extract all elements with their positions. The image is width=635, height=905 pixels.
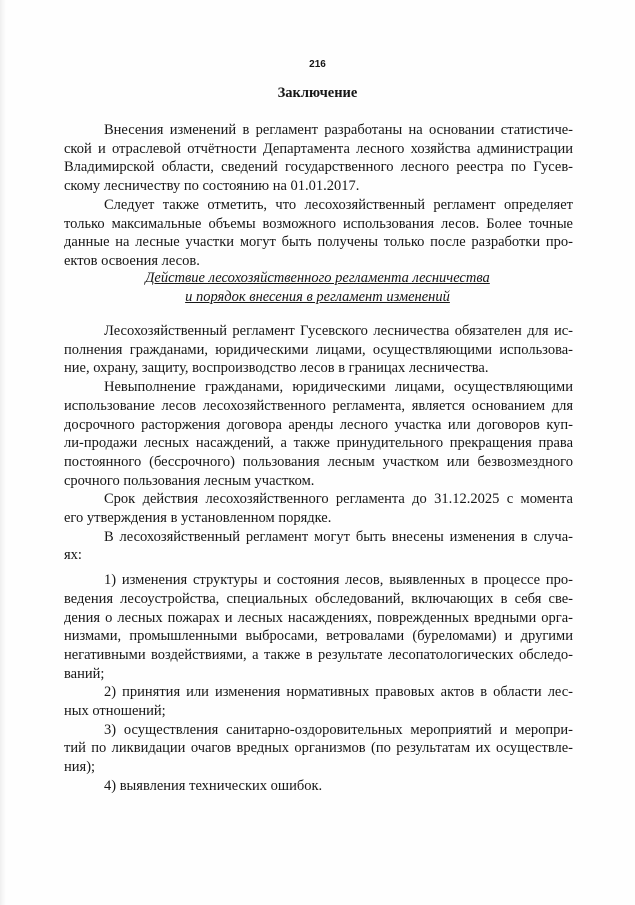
text-line: досрочного расторжения договора аренды лесного участка или договоров куп- [64, 416, 573, 433]
text-line: ваний; [64, 665, 105, 682]
text-line: ектов освоения лесов. [64, 252, 200, 269]
text-line: 2) принятия или изменения нормативных правовых актов в области лес- [104, 684, 573, 701]
text-line: ние, охрану, защиту, воспроизводство лесов в границах лесничества. [64, 360, 489, 377]
text-line: срочного пользования лесным участком. [64, 472, 315, 489]
text-line: использование лесов лесохозяйственного регламента, является основанием для [64, 397, 573, 414]
page-title: Заключение [277, 85, 358, 101]
text-line: полнения гражданами, юридическими лицами, осуществляющими использова- [64, 341, 573, 358]
text-line: ных отношений; [64, 703, 166, 720]
text-line: Срок действия лесохозяйственного регламента до 31.12.2025 с момента [104, 491, 573, 508]
text-line: негативными воздействиями, а также в результате лесопатологических обследо- [64, 646, 573, 663]
section-title-line: Действие лесохозяйственного регламента лесничества [145, 270, 490, 286]
page-number: 216 [309, 59, 326, 70]
body-paragraph [64, 571, 573, 683]
text-line: 4) выявления технических ошибок. [104, 777, 323, 794]
text-line: ской и отраслевой отчётности Департамента лесного хозяйства администрации [64, 140, 573, 157]
text-line: постоянного (бессрочного) пользования лесным участком или безвозмездного [64, 453, 573, 470]
text-line: Владимирской области, сведений государственного лесного реестра по Гусев- [64, 159, 573, 176]
section-title [0, 269, 635, 306]
text-line: только максимальные объемы возможного использования лесов. Более точные [64, 215, 573, 232]
text-line: его утверждения в установленном порядке. [64, 510, 332, 527]
intro-section [64, 121, 573, 271]
text-line: Следует также отметить, что лесохозяйственный регламент определяет [104, 196, 573, 213]
scan-edge-shadow [0, 0, 6, 905]
text-line: Лесохозяйственный регламент Гусевского лесничества обязателен для ис- [104, 323, 573, 339]
intro-paragraph [64, 196, 573, 271]
text-line: Невыполнение гражданами, юридическими лицами, осуществляющими [104, 379, 573, 396]
regulation-section [64, 322, 573, 796]
text-line: тий по ликвидации очагов вредных организмов (по результатам их осуществле- [64, 740, 573, 757]
body-paragraph [64, 528, 573, 565]
text-line: данные на лесные участки могут быть получены только после разработки про- [64, 234, 573, 251]
text-line: Внесения изменений в регламент разработаны на основании статистиче- [104, 122, 573, 138]
text-line: 3) осуществления санитарно-оздоровительных мероприятий и меропри- [104, 721, 573, 738]
body-paragraph [64, 490, 573, 527]
text-line: 1) изменения структуры и состояния лесов, выявленных в процессе про- [104, 572, 573, 589]
body-paragraph [64, 322, 573, 378]
body-paragraph [64, 721, 573, 777]
body-paragraph [64, 378, 573, 490]
text-line: В лесохозяйственный регламент могут быть внесены изменения в случа- [104, 528, 573, 545]
intro-paragraph [64, 121, 573, 196]
text-line: низмами, промышленными выбросами, ветровалами (буреломами) и другими [64, 628, 573, 645]
section-title-line: и порядок внесения в регламент изменений [185, 288, 450, 305]
text-line: дения о лесных пожарах и лесных насаждениях, поврежденных вредными орга- [64, 609, 573, 626]
text-line: ведения лесоустройства, специальных обследований, включающих в себя све- [64, 590, 573, 607]
text-line: ния); [64, 759, 96, 776]
text-line: ях: [64, 547, 82, 564]
text-line: скому лесничеству по состоянию на 01.01.2017. [64, 178, 360, 195]
body-paragraph [64, 683, 573, 720]
body-paragraph [64, 777, 573, 796]
text-line: ли-продажи лесных насаждений, а также принудительного прекращения права [64, 435, 573, 452]
